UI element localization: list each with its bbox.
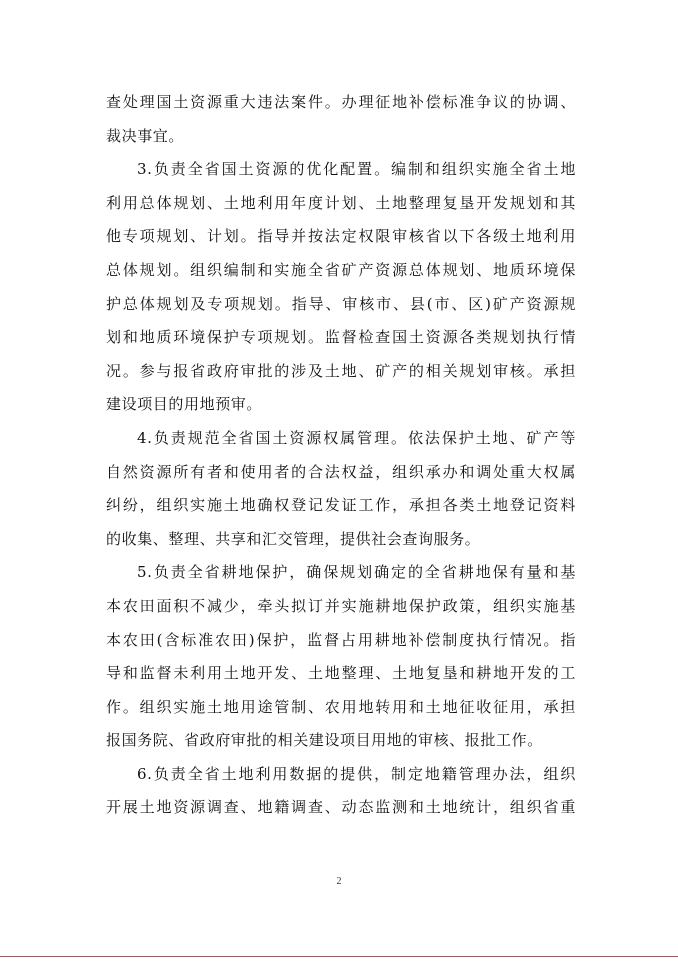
text-line: 纠纷，组织实施土地确权登记发证工作，承担各类土地登记资料	[106, 496, 576, 515]
text-line: 查处理国土资源重大违法案件。办理征地补偿标准争议的协调、	[106, 93, 576, 111]
text-line: 导和监督未利用土地开发、土地整理、土地复垦和耕地开发的工	[106, 664, 576, 683]
footer-divider	[0, 956, 678, 957]
text-line: 自然资源所有者和使用者的合法权益，组织承办和调处重大权属	[106, 462, 576, 481]
paragraph-start-line: 3.负责全省国土资源的优化配置。编制和组织实施全省土地	[137, 160, 576, 179]
text-line: 报国务院、省政府审批的相关建设项目用地的审核、报批工作。	[106, 731, 543, 750]
page-number: 2	[336, 876, 342, 887]
body-text	[106, 86, 576, 825]
paragraph-start-line: 5.负责全省耕地保护，确保规划确定的全省耕地保有量和基	[137, 563, 576, 582]
text-line: 本农田(含标准农田)保护，监督占用耕地补偿制度执行情况。指	[106, 630, 576, 649]
text-line: 作。组织实施土地用途管制、农用地转用和土地征收征用，承担	[106, 697, 576, 716]
text-line: 建设项目的用地预审。	[106, 395, 263, 414]
text-line: 况。参与报省政府审批的涉及土地、矿产的相关规划审核。承担	[106, 361, 576, 380]
text-line: 利用总体规划、土地利用年度计划、土地整理复垦开发规划和其	[106, 193, 576, 212]
text-line: 划和地质环境保护专项规划。监督检查国土资源各类规划执行情	[106, 328, 576, 347]
text-line: 他专项规划、计划。指导并按法定权限审核省以下各级土地利用	[106, 227, 576, 246]
text-line: 开展土地资源调查、地籍调查、动态监测和土地统计，组织省重	[106, 798, 576, 817]
text-line: 裁决事宜。	[106, 126, 185, 145]
paragraph-start-line: 4.负责规范全省国土资源权属管理。依法保护土地、矿产等	[137, 428, 576, 447]
paragraph-start-line: 6.负责全省土地利用数据的提供，制定地籍管理办法，组织	[137, 764, 576, 783]
text-line: 本农田面积不减少，牵头拟订并实施耕地保护政策，组织实施基	[106, 596, 576, 615]
text-line: 总体规划。组织编制和实施全省矿产资源总体规划、地质环境保	[106, 260, 576, 279]
text-line: 的收集、整理、共享和汇交管理，提供社会查询服务。	[106, 529, 481, 548]
text-line: 护总体规划及专项规划。指导、审核市、县(市、区)矿产资源规	[106, 294, 576, 313]
